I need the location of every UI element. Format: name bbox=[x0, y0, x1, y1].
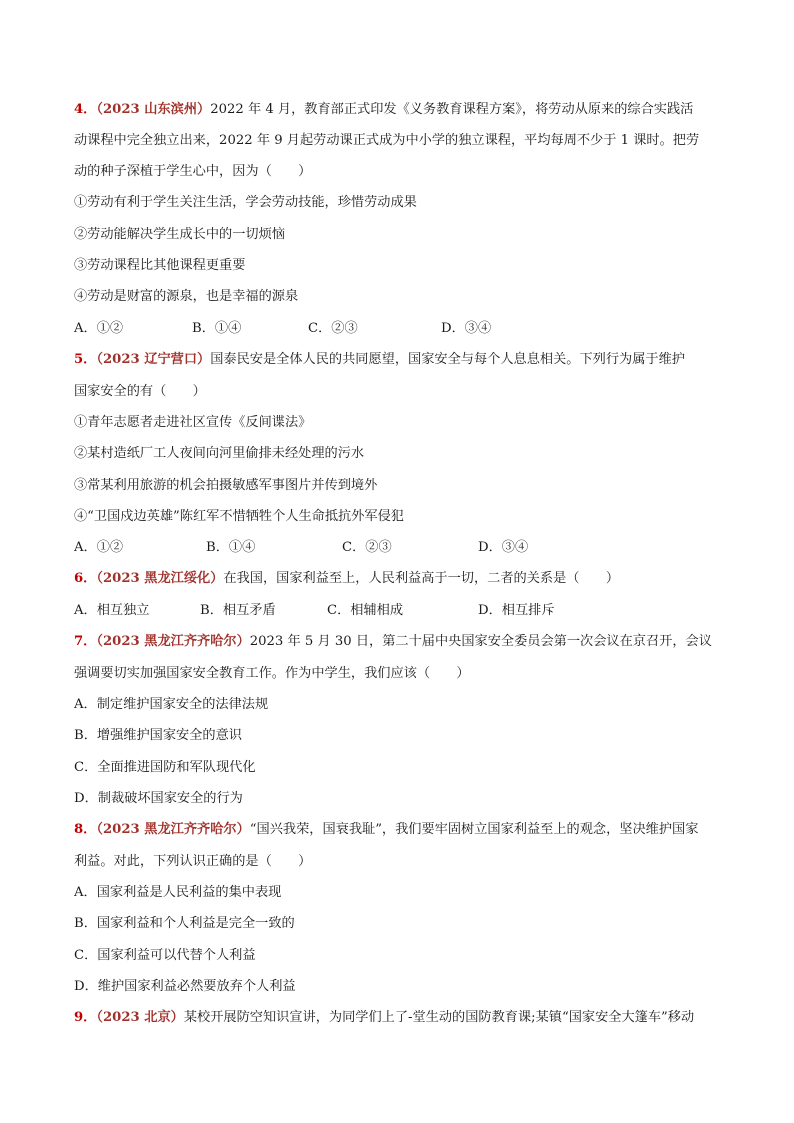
q5-statement-1: ①青年志愿者走进社区宣传《反间谍法》 bbox=[74, 415, 312, 430]
question-stem: 某校开展防空知识宣讲，为同学们上了-堂生动的国防教育课;某镇“国家安全大篷车”移动 bbox=[183, 1010, 695, 1025]
q5-line-2: 国家安全的有（ ） bbox=[74, 384, 206, 399]
question-source: （2023 黑龙江绥化） bbox=[96, 571, 224, 586]
question-number: 9． bbox=[74, 1010, 97, 1025]
q7-line-2: 强调要切实加强国家安全教育工作。作为中学生，我们应该（ ） bbox=[74, 666, 470, 681]
q5-statement-4: ④“卫国戍边英雄”陈红军不惜牺牲个人生命抵抗外军侵犯 bbox=[74, 509, 404, 524]
option-d[interactable]: D．相互排斥 bbox=[478, 603, 555, 618]
question-stem: 国泰民安是全体人民的共同愿望，国家安全与每个人息息相关。下列行为属于维护 bbox=[210, 352, 685, 367]
option-d[interactable]: D．③④ bbox=[478, 540, 529, 555]
option-a[interactable]: A．制定维护国家安全的法律法规 bbox=[74, 697, 269, 712]
q5-statement-3: ③常某利用旅游的机会拍摄敏感军事图片并传到境外 bbox=[74, 478, 378, 493]
option-b[interactable]: B．国家利益和个人利益是完全一致的 bbox=[74, 916, 295, 931]
question-source: （2023 黑龙江齐齐哈尔） bbox=[96, 822, 250, 837]
option-b[interactable]: B．①④ bbox=[192, 321, 242, 336]
question-number: 4． bbox=[74, 102, 97, 117]
option-b[interactable]: B．增强维护国家安全的意识 bbox=[74, 728, 242, 743]
option-a[interactable]: A．①② bbox=[74, 540, 124, 555]
option-a[interactable]: A．相互独立 bbox=[74, 603, 150, 618]
q4-line-2: 动课程中完全独立出来，2022 年 9 月起劳动课正式成为中小学的独立课程，平均每周不少于 1 课时。把劳 bbox=[74, 133, 700, 148]
option-a[interactable]: A．①② bbox=[74, 321, 124, 336]
q4-options bbox=[74, 319, 738, 339]
question-stem: 2023 年 5 月 30 日，第二十届中央国家安全委员会第一次会议在京召开，会议 bbox=[249, 634, 712, 649]
question-source: （2023 辽宁营口） bbox=[96, 352, 211, 367]
q9-line-1 bbox=[74, 1008, 738, 1028]
q6-line-1 bbox=[74, 569, 738, 589]
q5-line-1 bbox=[74, 350, 738, 370]
option-c[interactable]: C．全面推进国防和军队现代化 bbox=[74, 760, 256, 775]
q6-options bbox=[74, 601, 738, 621]
question-source: （2023 北京） bbox=[96, 1010, 184, 1025]
option-c[interactable]: C．国家利益可以代替个人利益 bbox=[74, 948, 256, 963]
question-number: 6． bbox=[74, 571, 97, 586]
option-d[interactable]: D．③④ bbox=[441, 321, 492, 336]
question-source: （2023 黑龙江齐齐哈尔） bbox=[96, 634, 250, 649]
question-source: （2023 山东滨州） bbox=[96, 102, 211, 117]
question-stem: 2022 年 4 月，教育部正式印发《义务教育课程方案》，将劳动从原来的综合实践活 bbox=[210, 102, 694, 117]
option-b[interactable]: B．①④ bbox=[206, 540, 256, 555]
q4-line-3: 动的种子深植于学生心中，因为（ ） bbox=[74, 164, 312, 179]
q7-line-1 bbox=[74, 632, 738, 652]
q4-statement-2: ②劳动能解决学生成长中的一切烦恼 bbox=[74, 227, 285, 242]
q4-statement-1: ①劳动有利于学生关注生活，学会劳动技能，珍惜劳动成果 bbox=[74, 195, 417, 210]
option-a[interactable]: A．国家利益是人民利益的集中表现 bbox=[74, 885, 282, 900]
q5-options bbox=[74, 538, 738, 558]
option-c[interactable]: C．②③ bbox=[342, 540, 392, 555]
option-c[interactable]: C．相辅相成 bbox=[327, 603, 404, 618]
q4-statement-3: ③劳动课程比其他课程更重要 bbox=[74, 258, 246, 273]
question-number: 7． bbox=[74, 634, 97, 649]
option-b[interactable]: B．相互矛盾 bbox=[200, 603, 276, 618]
option-d[interactable]: D．制裁破坏国家安全的行为 bbox=[74, 791, 243, 806]
q8-line-1 bbox=[74, 820, 738, 840]
question-number: 5． bbox=[74, 352, 97, 367]
q4-line-1 bbox=[74, 100, 738, 120]
q5-statement-2: ②某村造纸厂工人夜间向河里偷排未经处理的污水 bbox=[74, 446, 365, 461]
option-d[interactable]: D．维护国家利益必然要放弃个人利益 bbox=[74, 979, 296, 994]
question-number: 8． bbox=[74, 822, 97, 837]
q8-line-2: 利益。对此，下列认识正确的是（ ） bbox=[74, 854, 312, 869]
question-stem: “国兴我荣，国衰我耻”，我们要牢固树立国家利益至上的观念，坚决维护国家 bbox=[249, 822, 699, 837]
option-c[interactable]: C．②③ bbox=[308, 321, 358, 336]
q4-statement-4: ④劳动是财富的源泉，也是幸福的源泉 bbox=[74, 289, 299, 304]
question-stem: 在我国，国家利益至上，人民利益高于一切，二者的关系是（ ） bbox=[223, 571, 620, 586]
